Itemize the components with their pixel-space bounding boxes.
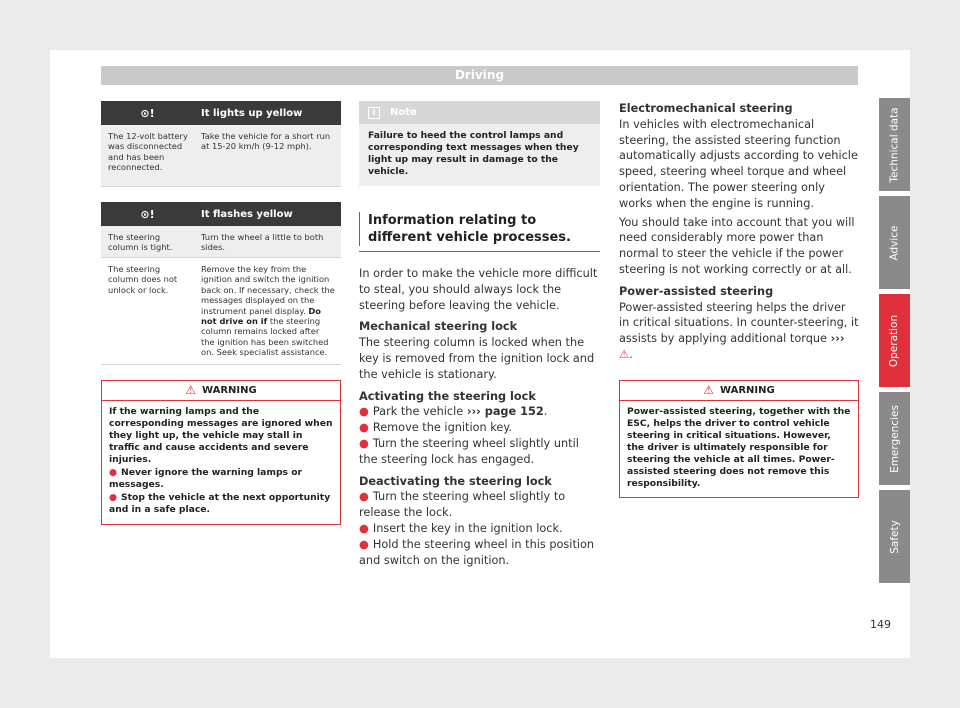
action-cell (194, 258, 341, 364)
warning-header (620, 381, 858, 401)
table-row (101, 258, 341, 364)
activating-heading: Activating the steering lock (359, 389, 536, 403)
table-title: It lights up yellow (201, 107, 303, 119)
note-label: Note (390, 107, 417, 118)
tab-advice[interactable]: Advice (879, 196, 910, 289)
action-tail: the steering column remains locked after the ignition has been switched on. Seek specialist assistance. (201, 316, 329, 358)
deactivating-heading: Deactivating the steering lock (359, 474, 552, 488)
bullet-icon: ● (109, 466, 118, 478)
list-item: ● Turn the steering wheel slightly to release the lock. (359, 490, 566, 520)
page-number: 149 (870, 618, 891, 631)
page-link[interactable]: ››› page 152 (466, 405, 544, 419)
cause-cell: The steering column does not unlock or lock. (108, 264, 178, 295)
warning-label: WARNING (720, 384, 775, 396)
action-bold: Do not drive on if (201, 305, 321, 327)
tab-technical-data[interactable]: Technical data (879, 98, 910, 191)
list-item: ● Remove the ignition key. (359, 421, 513, 435)
note-text: Failure to heed the control lamps and corresponding text messages when they light up may result in damage to the vehicle. (368, 130, 579, 177)
column-1 (101, 101, 341, 525)
warning-intro: If the warning lamps and the corresponding messages are ignored when they light up, the vehicle may stall in traffic and cause accidents and severe injuries. (109, 405, 333, 465)
note-box (359, 101, 600, 186)
table-header (101, 202, 341, 226)
table-lights-up (101, 101, 341, 187)
warning-triangle-icon: ⚠ (703, 383, 715, 398)
warning-bullet: ● Stop the vehicle at the next opportunity and in a safe place. (109, 491, 331, 515)
warning-box (619, 380, 859, 498)
info-icon: i (368, 107, 380, 119)
tab-operation[interactable]: Operation (879, 294, 910, 387)
section-body (359, 266, 600, 568)
table-header (101, 101, 341, 125)
section-title: Information relating to different vehicle processes. (359, 212, 600, 246)
chapter-sidebar (879, 98, 910, 588)
warning-box (101, 380, 341, 525)
warning-triangle-icon: ⚠ (185, 383, 197, 398)
steering-info (619, 101, 859, 363)
warning-link[interactable]: ››› (830, 332, 845, 346)
column-3 (619, 101, 859, 498)
lock-text: The steering column is locked when the key is removed from the ignition lock and the vehicle is stationary. (359, 336, 595, 381)
chapter-header: Driving (101, 66, 858, 85)
warning-header (102, 381, 340, 401)
table-row (101, 226, 341, 258)
bullet-icon: ● (109, 491, 118, 503)
warning-triangle-icon: ⚠ (619, 347, 630, 361)
section-divider (359, 251, 600, 252)
warning-text: Power-assisted steering, together with the ESC, helps the driver to control vehicle steering in critical situations. However, the driver is ultimately responsible for steering the vehicle at all times. Power-assisted steering does not remove this responsibility. (627, 405, 851, 489)
em-heading: Electromechanical steering (619, 102, 793, 115)
em-paragraph-2: You should take into account that you will need considerably more power than normal to steer the vehicle if the power steering is not working correctly or at all. (619, 215, 855, 276)
cause-cell: The 12-volt battery was disconnected and has been reconnected. (108, 131, 188, 173)
tab-emergencies[interactable]: Emergencies (879, 392, 910, 485)
warning-bullet: ● Never ignore the warning lamps or messages. (109, 466, 303, 490)
tab-safety[interactable]: Safety (879, 490, 910, 583)
em-paragraph-1: In vehicles with electromechanical steering, the assisted steering function automatically adjusts according to vehicle speed, steering wheel torque and wheel orientation. The power steering only works when the engine is running. (619, 117, 858, 210)
column-2 (359, 101, 600, 568)
list-item: ● Turn the steering wheel slightly until the steering lock has engaged. (359, 436, 579, 466)
action-cell: Turn the wheel a little to both sides. (201, 232, 324, 253)
table-title: It flashes yellow (201, 208, 293, 220)
list-item: ● Park the vehicle ››› page 152. (359, 405, 548, 419)
warning-label: WARNING (202, 384, 257, 396)
cause-cell: The steering column is tight. (108, 232, 173, 253)
steering-warning-icon: ⊙! (140, 106, 155, 120)
action-cell: Take the vehicle for a short run at 15-20 km/h (9-12 mph). (201, 131, 331, 152)
note-header (359, 101, 600, 124)
action-text: Remove the key from the ignition and switch the ignition back on. If necessary, check the messages displayed on the instrument panel display. (201, 264, 335, 316)
table-row (101, 125, 341, 187)
intro-paragraph: In order to make the vehicle more difficult to steal, you should always lock the steering before leaving the vehicle. (359, 267, 598, 312)
table-flashes (101, 202, 341, 365)
pa-text: Power-assisted steering helps the driver in critical situations. In counter-steering, it assists by applying additional torque ››› ⚠. (619, 300, 859, 361)
list-item: ● Hold the steering wheel in this position and switch on the ignition. (359, 537, 595, 567)
steering-warning-icon: ⊙! (140, 207, 155, 221)
warning-body (102, 401, 340, 524)
list-item: ● Insert the key in the ignition lock. (359, 521, 563, 535)
pa-heading: Power-assisted steering (619, 284, 774, 298)
lock-heading: Mechanical steering lock (359, 320, 518, 334)
